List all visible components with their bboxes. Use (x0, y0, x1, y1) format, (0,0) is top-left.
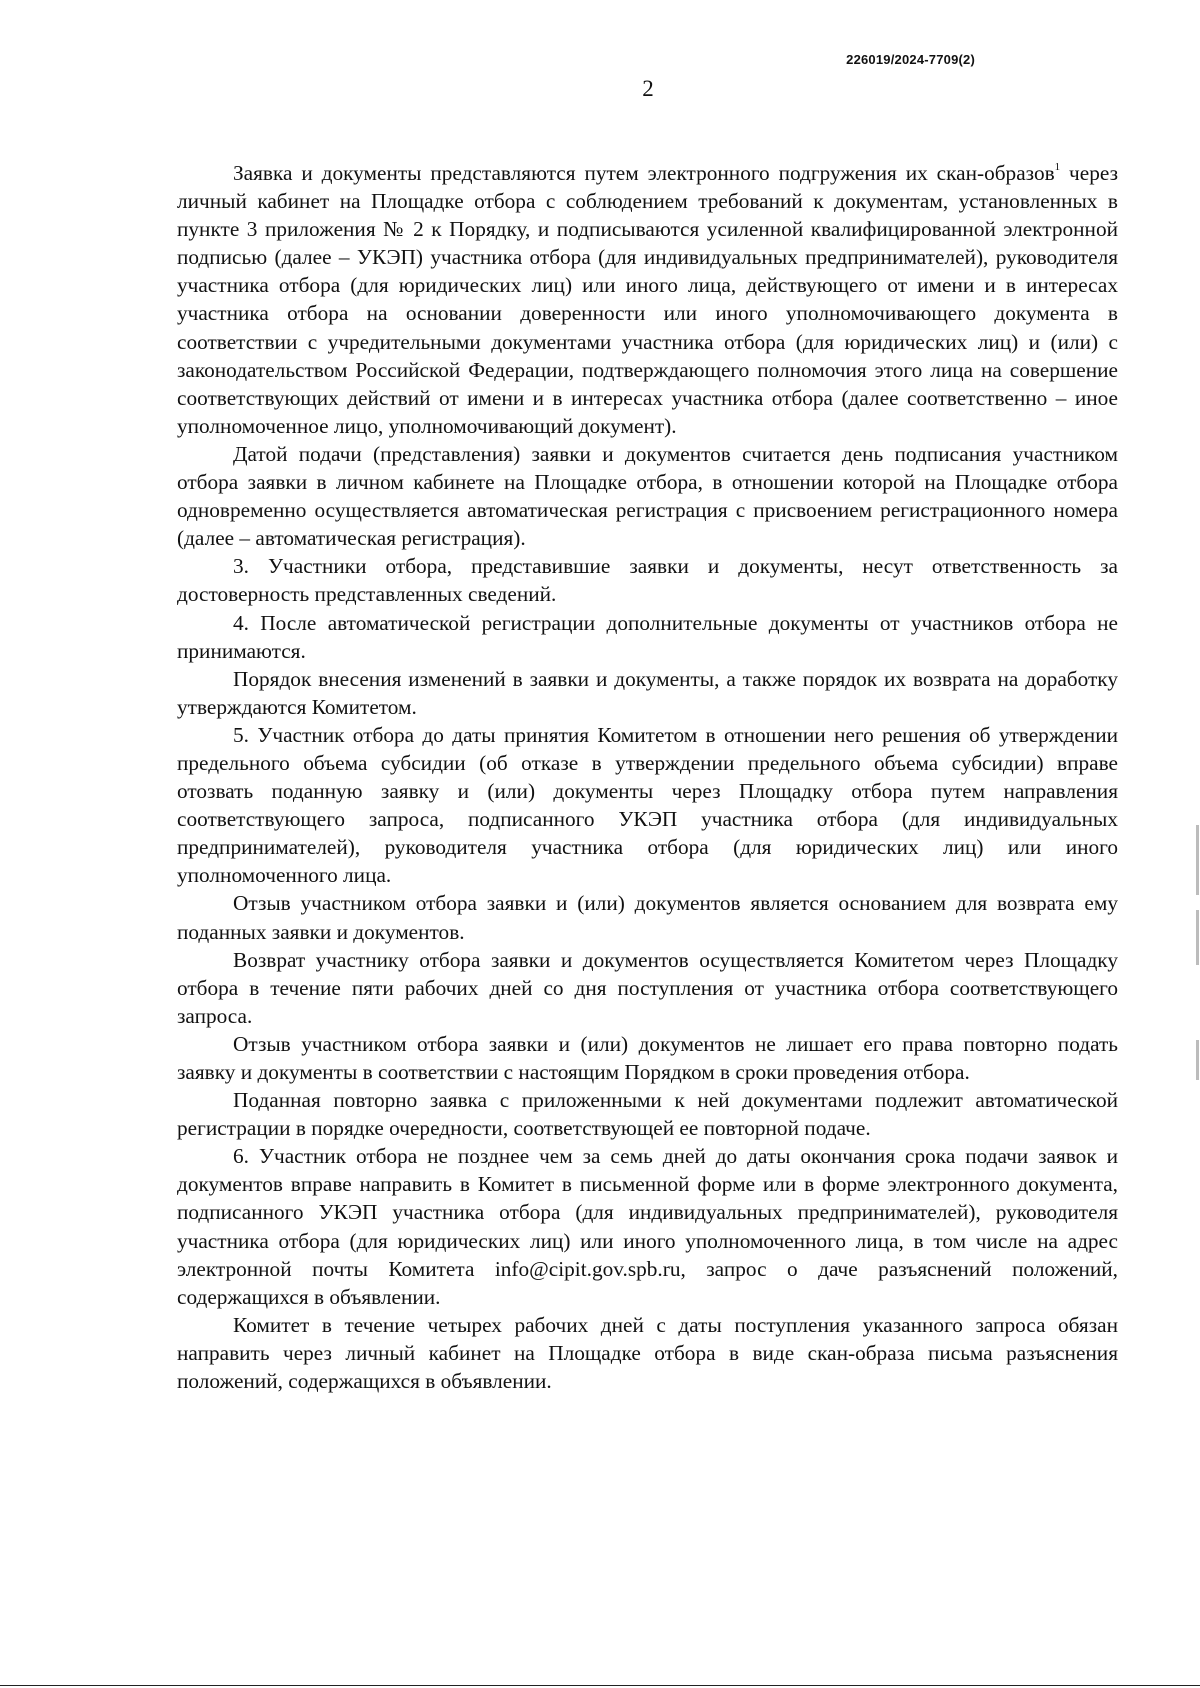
footnote-mark: 1 (1054, 160, 1061, 173)
document-id: 226019/2024-7709(2) (846, 52, 975, 67)
paragraph-clause-3: 3. Участники отбора, представившие заявки и документы, несут ответственность за достоверность представленных сведений. (177, 554, 1118, 607)
paragraph-submission-date: Датой подачи (представления) заявки и документов считается день подписания участником отбора заявки в личном кабинете на Площадке отбора, в отношении которой на Площадке отбора одновременно осуществляется автоматическая регистрация с присвоением регистрационного номера (далее – автоматическая регистрация). (177, 441, 1118, 551)
document-body (177, 159, 1118, 1395)
paragraph-resubmission-registration: Поданная повторно заявка с приложенными к ней документами подлежит автоматической регистрации в порядке очередности, соответствующей ее повторной подаче. (177, 1088, 1118, 1141)
paragraph-withdrawal-basis: Отзыв участником отбора заявки и (или) документов является основанием для возврата ему поданных заявки и документов. (177, 891, 1118, 944)
paragraph-clause-6: 6. Участник отбора не позднее чем за семь дней до даты окончания срока подачи заявок и документов вправе направить в Комитет в письменной форме или в форме электронного документа, подписанного УКЭП участника отбора (для индивидуальных предпринимателей), руководителя участника отбора (для юридических лиц) или иного уполномоченного лица, в том числе на адрес электронной почты Комитета info@cipit.gov.spb.ru, запрос о даче разъяснений положений, содержащихся в объявлении. (177, 1144, 1118, 1309)
paragraph-submission-method (177, 159, 1118, 440)
paragraph-changes-procedure: Порядок внесения изменений в заявки и документы, а также порядок их возврата на доработку утверждаются Комитетом. (177, 666, 1118, 719)
paragraph-text: через личный кабинет на Площадке отбора с соблюдением требований к документам, установленных в пункте 3 приложения № 2 к Порядку, и подписываются усиленной квалифицированной электронной подписью (далее – УКЭП) участника отбора (для индивидуальных предпринимателей), руководителя участника отбора (для юридических лиц) или иного лица, действующего от имени и в интересах участника отбора на основании доверенности или иного уполномочивающего документа в соответствии с учредительными документами участника отбора (для юридических лиц) и (или) с законодательством Российской Федерации, подтверждающего полномочия этого лица на совершение соответствующих действий от имени и в интересах участника отбора (далее соответственно – иное уполномоченное лицо, уполномочивающий документ). (177, 161, 1118, 438)
paragraph-return-term: Возврат участнику отбора заявки и документов осуществляется Комитетом через Площадку отбора в течение пяти рабочих дней со дня поступления от участника отбора соответствующего запроса. (177, 947, 1118, 1028)
paragraph-clause-5: 5. Участник отбора до даты принятия Комитетом в отношении него решения об утверждении предельного объема субсидии (об отказе в утверждении предельного объема субсидии) вправе отозвать поданную заявку и (или) документы через Площадку отбора путем направления соответствующего запроса, подписанного УКЭП участника отбора (для индивидуальных предпринимателей), руководителя участника отбора (для юридических лиц) или иного уполномоченного лица. (177, 722, 1118, 888)
paragraph-text: Заявка и документы представляются путем электронного подгружения их скан-образов (233, 161, 1055, 185)
paragraph-clause-4: 4. После автоматической регистрации дополнительные документы от участников отбора не принимаются. (177, 610, 1118, 663)
page-number: 2 (642, 76, 654, 101)
scan-edge-mark (1196, 910, 1199, 965)
paragraph-clarification-term: Комитет в течение четырех рабочих дней с даты поступления указанного запроса обязан направить через личный кабинет на Площадке отбора в виде скан-образа письма разъяснения положений, содержащихся в объявлении. (177, 1312, 1118, 1394)
scan-bottom-edge (0, 1685, 1200, 1686)
paragraph-resubmission-right: Отзыв участником отбора заявки и (или) документов не лишает его права повторно подать заявку и документы в соответствии с настоящим Порядком в сроки проведения отбора. (177, 1031, 1118, 1084)
scan-edge-mark (1196, 825, 1199, 895)
scan-edge-mark (1196, 1040, 1199, 1080)
